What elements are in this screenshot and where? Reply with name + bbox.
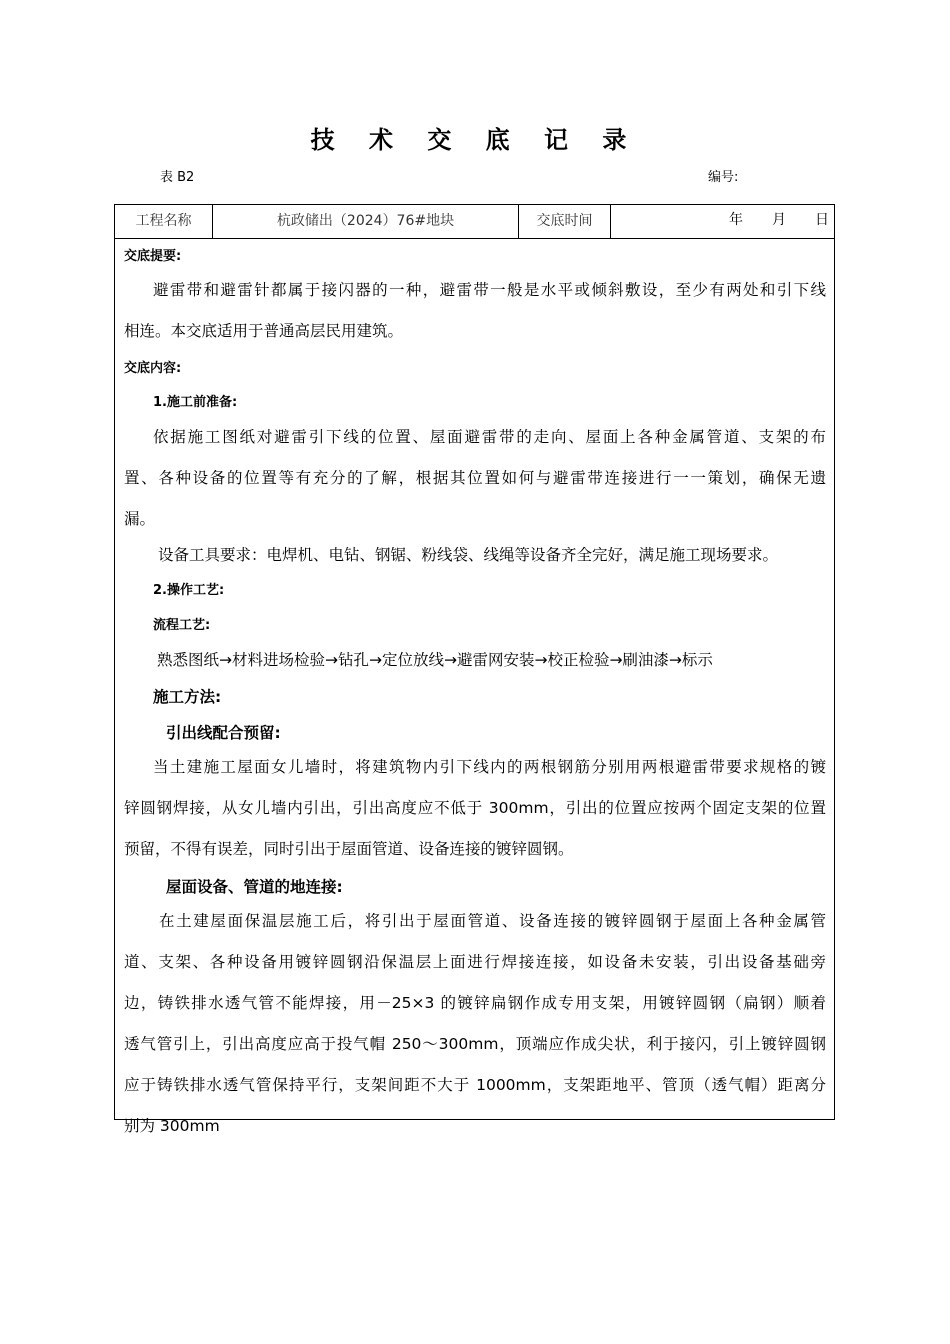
prep-line: 依据施工图纸对避雷引下线的位置、屋面避雷带的走向、屋面上各种金属管道、支架的布: [153, 428, 826, 446]
content-heading: 交底内容:: [124, 361, 182, 376]
summary-heading: 交底提要:: [124, 249, 182, 264]
summary-line: 避雷带和避雷针都属于接闪器的一种，避雷带一般是水平或倾斜敷设，至少有两处和引下线: [153, 281, 826, 299]
flow-heading: 流程工艺:: [153, 618, 211, 633]
prep-heading: 1.施工前准备:: [153, 395, 238, 410]
summary-line: 相连。本交底适用于普通高层民用建筑。: [124, 322, 404, 340]
document-title: 技 术 交 底 记 录: [310, 126, 640, 154]
roof-line: 透气管引上，引出高度应高于投气帽 250～300mm，顶端应作成尖状，利于接闪，引上镀锌圆钢: [124, 1035, 826, 1053]
lead-heading: 引出线配合预留:: [166, 724, 281, 742]
record-body: [115, 239, 834, 1135]
prep-line: 漏。: [124, 510, 156, 528]
roof-line: 别为 300mm: [124, 1117, 220, 1135]
disclosure-time-label: 交底时间: [536, 213, 593, 229]
month-label: 月: [772, 212, 786, 228]
method-heading: 施工方法:: [153, 688, 222, 706]
operation-heading: 2.操作工艺:: [153, 583, 225, 598]
lead-line: 预留，不得有误差，同时引出于屋面管道、设备连接的镀锌圆钢。: [124, 840, 574, 858]
project-name-value: 杭政储出（2024）76#地块: [276, 213, 455, 229]
roof-heading: 屋面设备、管道的地连接:: [166, 878, 343, 896]
flow-line: 熟悉图纸→材料进场检验→钻孔→定位放线→避雷网安装→校正检验→刷油漆→标示: [157, 651, 713, 669]
form-number: 表 B2: [160, 170, 195, 185]
prep-line: 置、各种设备的位置等有充分的了解，根据其位置如何与避雷带连接进行一一策划，确保无遗: [124, 469, 826, 487]
roof-line: 边，铸铁排水透气管不能焊接，用－25×3 的镀锌扁钢作成专用支架，用镀锌圆钢（扁钢）顺着: [124, 994, 826, 1012]
roof-line: 道、支架、各种设备用镀锌圆钢沿保温层上面进行焊接连接，如设备未安装，引出设备基础旁: [124, 953, 826, 971]
project-name-label: 工程名称: [135, 213, 192, 229]
roof-line: 在土建屋面保温层施工后，将引出于屋面管道、设备连接的镀锌圆钢于屋面上各种金属管: [159, 912, 826, 930]
header-row: [115, 205, 834, 239]
day-label: 日: [815, 212, 829, 228]
disclosure-date-value: [611, 205, 836, 238]
record-sheet: [114, 204, 835, 1135]
lead-line: 当土建施工屋面女儿墙时，将建筑物内引下线内的两根钢筋分别用两根避雷带要求规格的镀: [153, 758, 826, 776]
year-label: 年: [729, 212, 743, 228]
lead-line: 锌圆钢焊接，从女儿墙内引出，引出高度应不低于 300mm，引出的位置应按两个固定支架的位置: [124, 799, 826, 817]
roof-line: 应于铸铁排水透气管保持平行，支架间距不大于 1000mm，支架距地平、管顶（透气帽）距离分: [124, 1076, 826, 1094]
tools-line: 设备工具要求：电焊机、电钻、钢锯、粉线袋、线绳等设备齐全完好，满足施工现场要求。: [158, 546, 779, 564]
serial-number-label: 编号:: [708, 170, 739, 185]
